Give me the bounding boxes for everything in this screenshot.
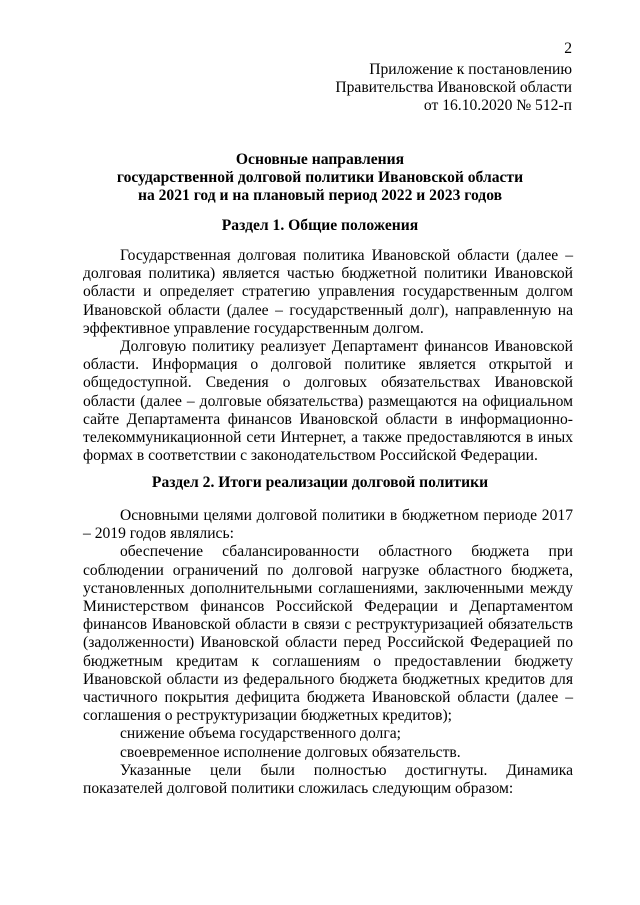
- paragraph: Государственная долговая политика Ивановской области (далее – долговая политика) является частью бюджетной политики Ивановской области и определяет стратегию управления государственным долгом Ивановской области (далее – государственный долг), направленную на эффективное управление государственным долгом.: [83, 247, 573, 337]
- page-number: 2: [564, 40, 572, 57]
- paragraph: Указанные цели были полностью достигнуты. Динамика показателей долговой политики сложилась следующим образом:: [83, 761, 573, 798]
- list-item: своевременное исполнение долговых обязательств.: [120, 743, 461, 761]
- document-title: [60, 151, 580, 206]
- list-item: снижение объема государственного долга;: [120, 725, 401, 743]
- annex-line: Приложение к постановлению: [369, 61, 572, 78]
- section-2-heading: Раздел 2. Итоги реализации долговой политики: [151, 474, 489, 491]
- paragraph: Долговую политику реализует Департамент финансов Ивановской области. Информация о долговой политике является открытой и общедоступной. Сведения о долговых обязательствах Ивановской области (далее – долговые обязательства) размещаются на официальном сайте Департамента финансов Ивановской области в информационно-телекоммуникационной сети Интернет, а также предоставляются в иных формах в соответствии с законодательством Российской Федерации.: [83, 338, 573, 465]
- list-item: обеспечение сбалансированности областного бюджета при соблюдении ограничений по долговой нагрузке областного бюджета, установленных дополнительными соглашениями, заключенными между Министерством финансов Российской Федерации и Департаментом финансов Ивановской области в связи с реструктуризацией обязательств (задолженности) Ивановской области перед Российской Федерацией по бюджетным кредитам к соглашениям о предоставлении бюджету Ивановской области из федерального бюджета бюджетных кредитов для частичного покрытия дефицита бюджета Ивановской области (далее – соглашения о реструктуризации бюджетных кредитов);: [83, 543, 573, 725]
- title-line: на 2021 год и на плановый период 2022 и 2023 годов: [137, 187, 503, 205]
- annex-line: Правительства Ивановской области: [335, 79, 572, 97]
- section-2-body: [83, 507, 573, 798]
- section-1-body: [83, 247, 573, 465]
- annex-header: [335, 61, 572, 116]
- title-line: Основные направления: [235, 151, 405, 168]
- paragraph: Основными целями долговой политики в бюджетном периоде 2017 – 2019 годов являлись:: [83, 507, 573, 543]
- title-line: государственной долговой политики Ивановской области: [116, 169, 524, 187]
- annex-line: от 16.10.2020 № 512-п: [423, 97, 572, 115]
- section-1-heading: Раздел 1. Общие положения: [221, 217, 419, 234]
